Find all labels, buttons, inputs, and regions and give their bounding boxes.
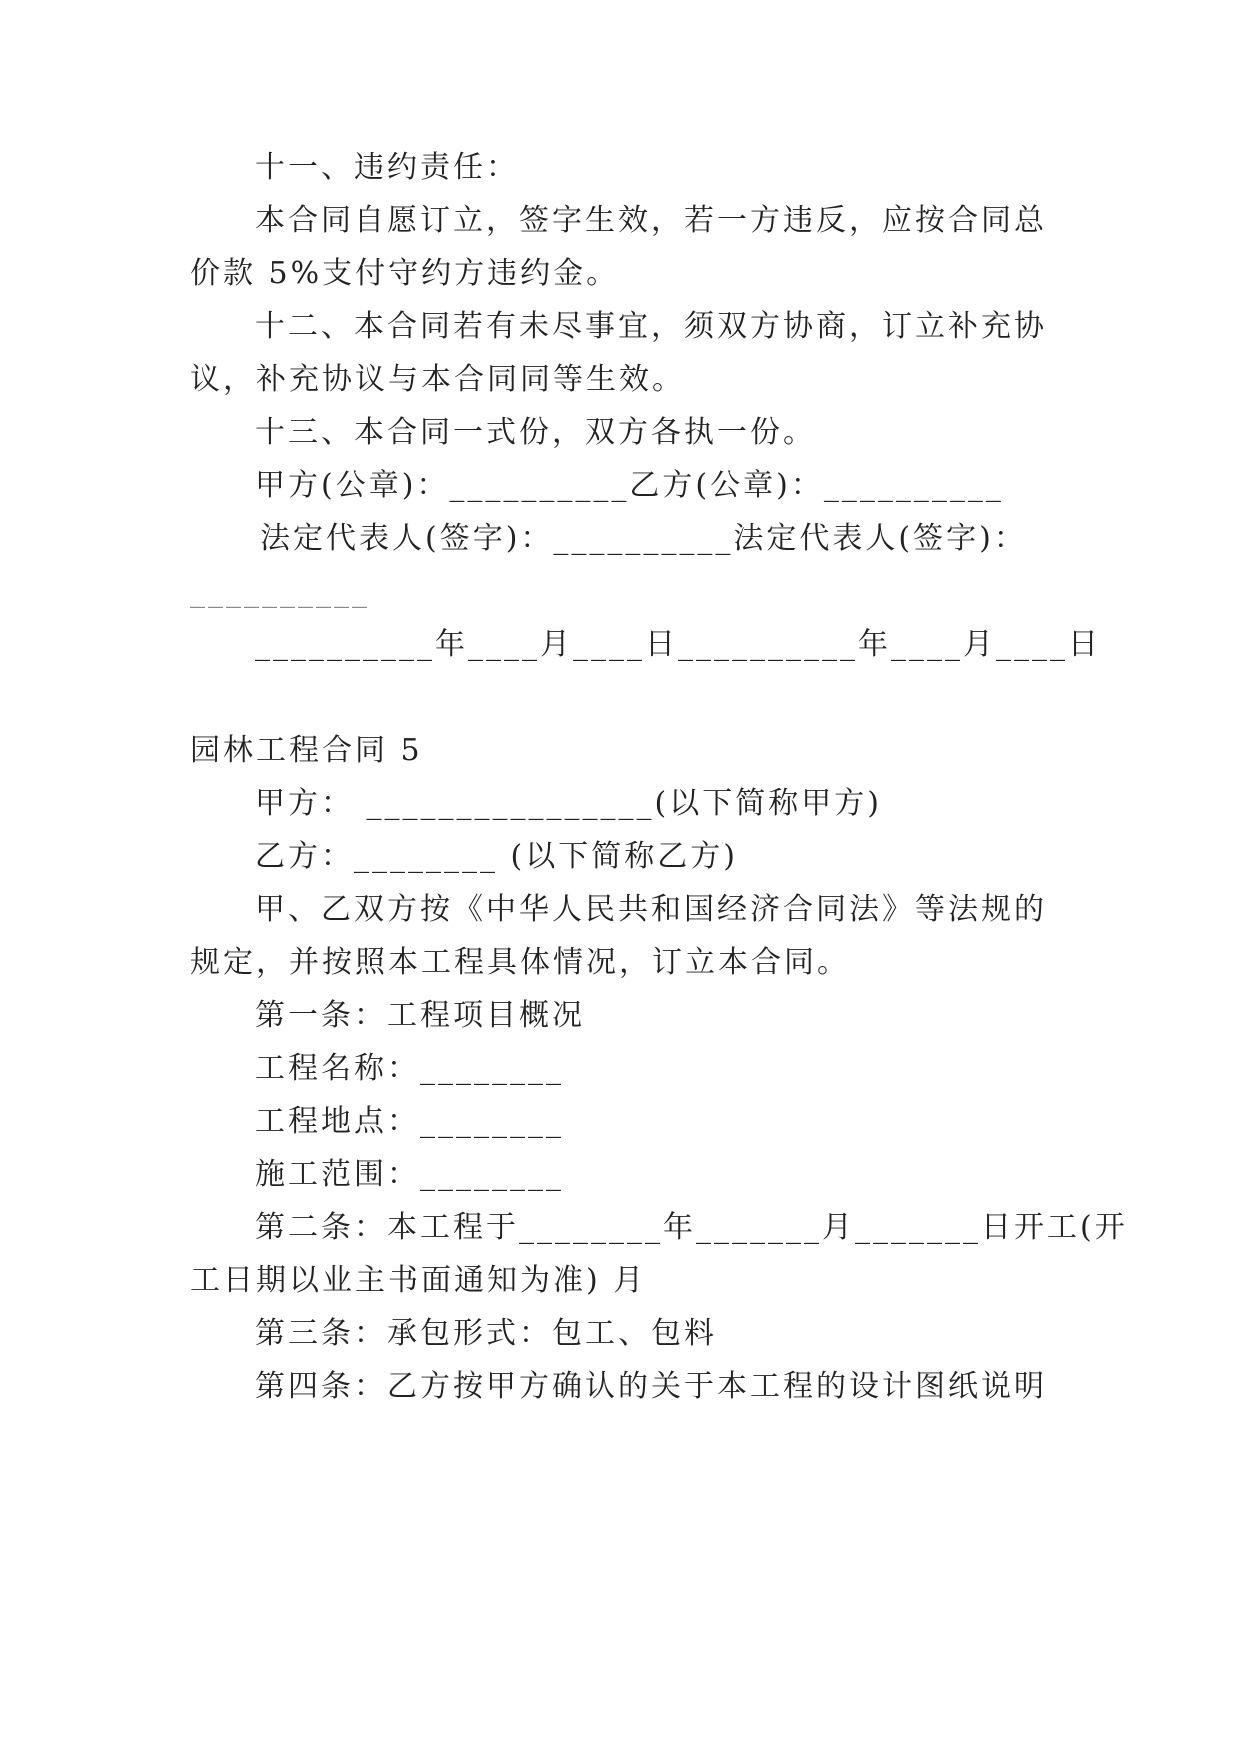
party-a-line: 甲方： ________________(以下简称甲方)	[255, 786, 882, 821]
clause-11-body: 本合同自愿订立，签字生效，若一方违反，应按合同总	[255, 203, 1047, 238]
preamble-cont: 规定，并按照本工程具体情况，订立本合同。	[190, 945, 850, 980]
project-location-field: 工程地点：________	[255, 1104, 564, 1139]
clause-13-body: 十三、本合同一式份，双方各执一份。	[255, 415, 816, 450]
article-3-body: 第三条：承包形式：包工、包料	[255, 1316, 717, 1351]
date-line: __________年____月____日__________年____月____日	[255, 627, 1101, 662]
signature-blank: __________	[190, 574, 370, 609]
construction-scope-field: 施工范围：________	[255, 1157, 564, 1192]
preamble: 甲、乙双方按《中华人民共和国经济合同法》等法规的	[255, 892, 1047, 927]
contract-title: 园林工程合同 5	[190, 733, 423, 768]
project-name-field: 工程名称：________	[255, 1051, 564, 1086]
signature-line: 法定代表人(签字)：__________法定代表人(签字)：	[260, 521, 1027, 556]
article-2-body: 第二条：本工程于________年_______月_______日开工(开	[255, 1210, 1128, 1245]
article-1-heading: 第一条：工程项目概况	[255, 998, 585, 1033]
article-4-body: 第四条：乙方按甲方确认的关于本工程的设计图纸说明	[255, 1369, 1047, 1404]
clause-11-body-cont: 价款 5%支付守约方违约金。	[190, 256, 620, 291]
party-b-line: 乙方：________ (以下简称乙方)	[255, 839, 738, 874]
clause-12-body: 十二、本合同若有未尽事宜，须双方协商，订立补充协	[255, 309, 1047, 344]
clause-11-heading: 十一、违约责任：	[255, 150, 519, 185]
clause-12-body-cont: 议，补充协议与本合同同等生效。	[190, 362, 685, 397]
article-2-body-cont: 工日期以业主书面通知为准) 月	[190, 1263, 647, 1298]
seal-line: 甲方(公章)：__________乙方(公章)：__________	[255, 468, 1004, 503]
